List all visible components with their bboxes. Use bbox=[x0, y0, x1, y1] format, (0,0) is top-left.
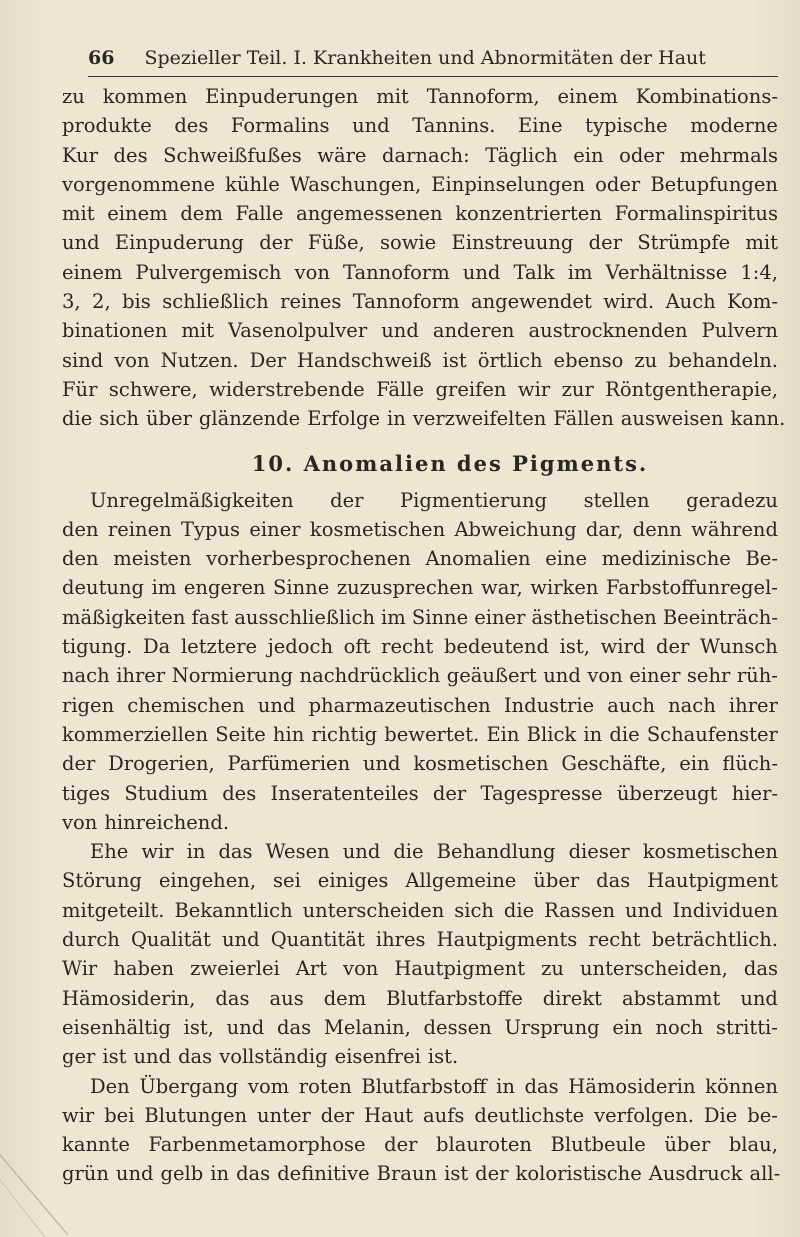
text-line: vorgenommene kühle Waschungen, Einpinselungen oder Betupfungen bbox=[62, 172, 778, 196]
text-line: einem Pulvergemisch von Tannoform und Talk im Verhältnisse 1:4, bbox=[62, 260, 778, 284]
text-line: nach ihrer Normierung nachdrücklich geäußert und von einer sehr rüh- bbox=[62, 664, 778, 688]
text-line: von hinreichend. bbox=[62, 810, 230, 834]
page-corner-shadow bbox=[0, 1150, 80, 1237]
page-body bbox=[62, 82, 786, 1189]
text-line: zu kommen Einpuderungen mit Tannoform, einem Kombinations- bbox=[62, 85, 778, 108]
text-line: rigen chemischen und pharmazeutischen Industrie auch nach ihrer bbox=[62, 693, 778, 717]
text-line: mitgeteilt. Bekanntlich unterscheiden sich die Rassen und Individuen bbox=[62, 898, 778, 922]
text-line: tiges Studium des Inseratenteiles der Tagespresse überzeugt hier- bbox=[62, 781, 778, 805]
text-line: und Einpuderung der Füße, sowie Einstreuung der Strümpfe mit bbox=[62, 231, 778, 255]
section-heading: 10. Anomalien des Pigments. bbox=[251, 450, 649, 476]
text-line: den reinen Typus einer kosmetischen Abweichung dar, denn während bbox=[62, 517, 778, 541]
text-line: grün und gelb in das definitive Braun ist der koloristische Ausdruck all- bbox=[62, 1162, 781, 1186]
text-line: binationen mit Vasenolpulver und anderen austrocknenden Pulvern bbox=[62, 319, 778, 343]
text-line: Den Übergang vom roten Blutfarbstoff in das Hämosiderin können bbox=[90, 1074, 778, 1098]
text-line: deutung im engeren Sinne zuzusprechen war, wirken Farbstoffunregel- bbox=[62, 576, 778, 600]
text-block-before bbox=[62, 82, 786, 434]
text-line: der Drogerien, Parfümerien und kosmetischen Geschäfte, ein flüch- bbox=[62, 752, 778, 776]
text-line: Hämosiderin, das aus dem Blutfarbstoffe direkt abstammt und bbox=[62, 986, 778, 1010]
text-line: mit einem dem Falle angemessenen konzentrierten Formalinspiritus bbox=[62, 202, 778, 226]
text-line: produkte des Formalins und Tannins. Eine typische moderne bbox=[62, 114, 778, 138]
text-line: Kur des Schweißfußes wäre darnach: Täglich ein oder mehrmals bbox=[62, 143, 778, 167]
text-line: Wir haben zweierlei Art von Hautpigment zu unterscheiden, das bbox=[62, 957, 778, 981]
text-line: den meisten vorherbesprochenen Anomalien eine medizinische Be- bbox=[62, 547, 778, 571]
text-line: durch Qualität und Quantität ihres Hautpigments recht beträchtlich. bbox=[62, 928, 778, 952]
text-block-after bbox=[62, 486, 781, 1189]
text-line: ger ist und das vollständig eisenfrei ist. bbox=[62, 1045, 459, 1069]
text-line: 3, 2, bis schließlich reines Tannoform angewendet wird. Auch Kom- bbox=[62, 290, 778, 314]
text-line: tigung. Da letztere jedoch oft recht bedeutend ist, wird der Wunsch bbox=[62, 635, 778, 659]
running-title: Spezieller Teil. I. Krankheiten und Abnormitäten der Haut bbox=[144, 47, 706, 69]
text-line: kannte Farbenmetamorphose der blauroten Blutbeule über blau, bbox=[62, 1133, 778, 1157]
page-number: 66 bbox=[88, 47, 115, 69]
running-header bbox=[88, 40, 778, 77]
text-line: kommerziellen Seite hin richtig bewertet. Ein Blick in die Schaufenster bbox=[62, 722, 778, 746]
text-line: mäßigkeiten fast ausschließlich im Sinne einer ästhetischen Beeinträch- bbox=[62, 605, 778, 629]
text-line: Ehe wir in das Wesen und die Behandlung dieser kosmetischen bbox=[90, 840, 778, 864]
text-line: die sich über glänzende Erfolge in verzweifelten Fällen ausweisen kann. bbox=[62, 407, 786, 431]
text-line: wir bei Blutungen unter der Haut aufs deutlichste verfolgen. Die be- bbox=[62, 1103, 778, 1127]
text-line: sind von Nutzen. Der Handschweiß ist örtlich ebenso zu behandeln. bbox=[62, 348, 778, 372]
text-line: Unregelmäßigkeiten der Pigmentierung stellen geradezu bbox=[90, 488, 778, 512]
text-line: eisenhältig ist, und das Melanin, dessen Ursprung ein noch stritti- bbox=[62, 1015, 778, 1039]
text-line: Für schwere, widerstrebende Fälle greifen wir zur Röntgentherapie, bbox=[62, 377, 778, 401]
text-line: Störung eingehen, sei einiges Allgemeine über das Hautpigment bbox=[62, 869, 778, 893]
